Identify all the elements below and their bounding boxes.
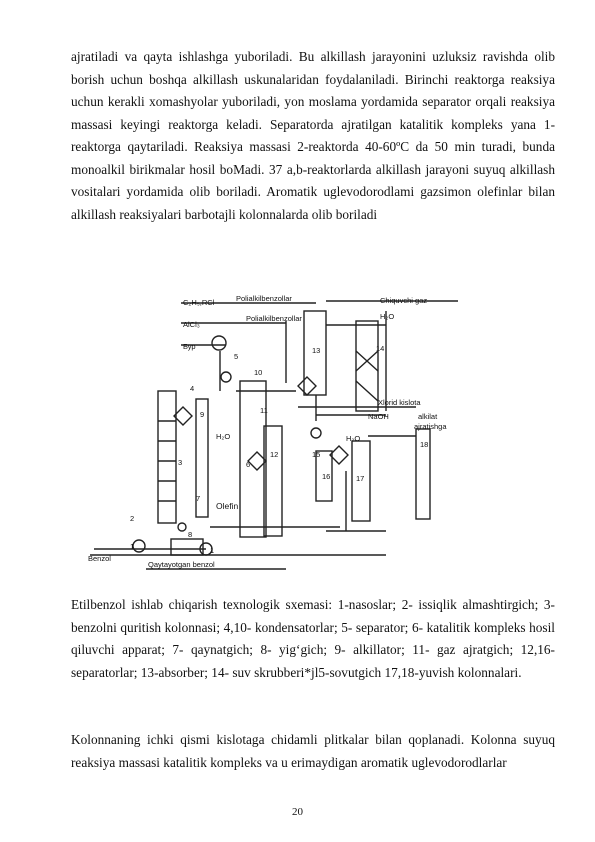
fig-label-feed1: C₂H₅,RCl — [183, 298, 215, 307]
pump-16 — [311, 428, 321, 438]
fig-num-6: 6 — [246, 460, 251, 469]
paragraph-intro: ajratiladi va qayta ishlashga yuboriladi. Bu alkillash jarayonini uzluksiz ravishda olib borish uchun boshqa alkillash uskunalaridan foydalaniladi. Birinchi reaktorga reaksiya uchun kerakli xomashyolar yuboriladi, yon moslama yordamida separator orqali reaksiya massasi keyingi reaktorga keladi. Separatorda ajratilgan katalitik kompleks yana 1-reaktorga qaytariladi. Reaksiya massasi 2-reaktorda 40-60ºC da 50 min turadi, bunda monoalkil birikmalar hosil boMadi. 37 a,b-reaktorlarda alkillash jarayoni suyuq alkillash vositalari yordamida olib boriladi. Aromatik uglevodorodlami gazsimon olefinlar bilan alkillash reaksiyalari barbotajli kolonnalarda olib boriladi — [71, 49, 555, 222]
fig-label-feed2: AlCl₃ — [183, 320, 200, 329]
fig-num-5: 5 — [234, 352, 239, 361]
page-number: 20 — [292, 806, 303, 818]
fig-label-naoh: NaOH — [368, 412, 389, 421]
fig-label-alkylate2: ajratishga — [414, 422, 447, 431]
fig-label-polyalkyl2: Polialkilbenzollar — [246, 314, 302, 323]
fig-label-water-top: H₂O — [380, 312, 395, 321]
fig-num-12: 12 — [270, 450, 279, 459]
column-3 — [158, 391, 176, 523]
column-6 — [240, 381, 266, 537]
fig-num-15: 15 — [312, 450, 321, 459]
fig-label-olefin: Olefin — [216, 501, 239, 511]
fig-num-1b: 1 — [210, 546, 215, 555]
fig-num-1: 1 — [130, 542, 135, 551]
fig-label-exhaust-gas: Chiquvchi gaz — [380, 296, 428, 305]
fig-num-3: 3 — [178, 458, 183, 467]
fig-num-8: 8 — [188, 530, 193, 539]
fig-label-feed3: Бур — [183, 342, 196, 351]
figure-caption: Etilbenzol ishlab chiqarish texnologik sxemasi: 1-nasoslar; 2- issiqlik almashtirgich; 3- benzolni quritish kolonnasi; 4,10- kondensatorlar; 5- separator; 6- katalitik kompleks hosil qiluvchi apparat; 7- qaynatgich; 8- yig‘gich; 9- alkillator; 11- gaz ajratgich; 12,16-separatorlar; 13-absorber; 14- suv skrubberi*jl5-sovutgich 17,18-yuvish kolonnalari. — [71, 597, 555, 680]
fig-num-10: 10 — [254, 368, 263, 377]
fig-label-water-mid: H₂O — [216, 432, 231, 441]
fig-label-water-right: H₂O — [346, 434, 361, 443]
fig-num-4: 4 — [190, 384, 195, 393]
fig-num-2: 2 — [130, 514, 135, 523]
fig-num-18: 18 — [420, 440, 429, 449]
pump-10 — [221, 372, 231, 382]
paragraph-column-lining: Kolonnaning ichki qismi kislotaga chidamli plitkalar bilan qoplanadi. Kolonna suyuq reaksiya massasi katalitik kompleks va u erimaydigan aromatik uglevodorodlarlar — [71, 732, 555, 770]
heat-exchanger-10 — [248, 452, 266, 470]
fig-label-alkylate: alkilat — [418, 412, 438, 421]
pump-7 — [178, 523, 186, 531]
fig-num-7: 7 — [196, 494, 201, 503]
fig-num-14: 14 — [376, 344, 385, 353]
fig-label-recycle-benzene: Qaytayotgan benzol — [148, 560, 215, 569]
column-12 — [264, 426, 282, 536]
cooler-15 — [330, 446, 348, 464]
separator-5 — [212, 336, 226, 350]
fig-num-9: 9 — [200, 410, 205, 419]
fig-num-13: 13 — [312, 346, 321, 355]
fig-num-16: 16 — [322, 472, 331, 481]
fig-label-benzene: Benzol — [88, 554, 111, 563]
fig-num-17: 17 — [356, 474, 365, 483]
process-flow-diagram — [86, 291, 488, 575]
tank-8 — [171, 539, 203, 555]
fig-label-hcl: Xlorid kislota — [378, 398, 421, 407]
fig-num-11: 11 — [260, 406, 268, 415]
fig-label-polyalkyl1: Polialkilbenzollar — [236, 294, 292, 303]
gas-separator-11 — [298, 377, 316, 395]
pump-1 — [133, 540, 145, 552]
